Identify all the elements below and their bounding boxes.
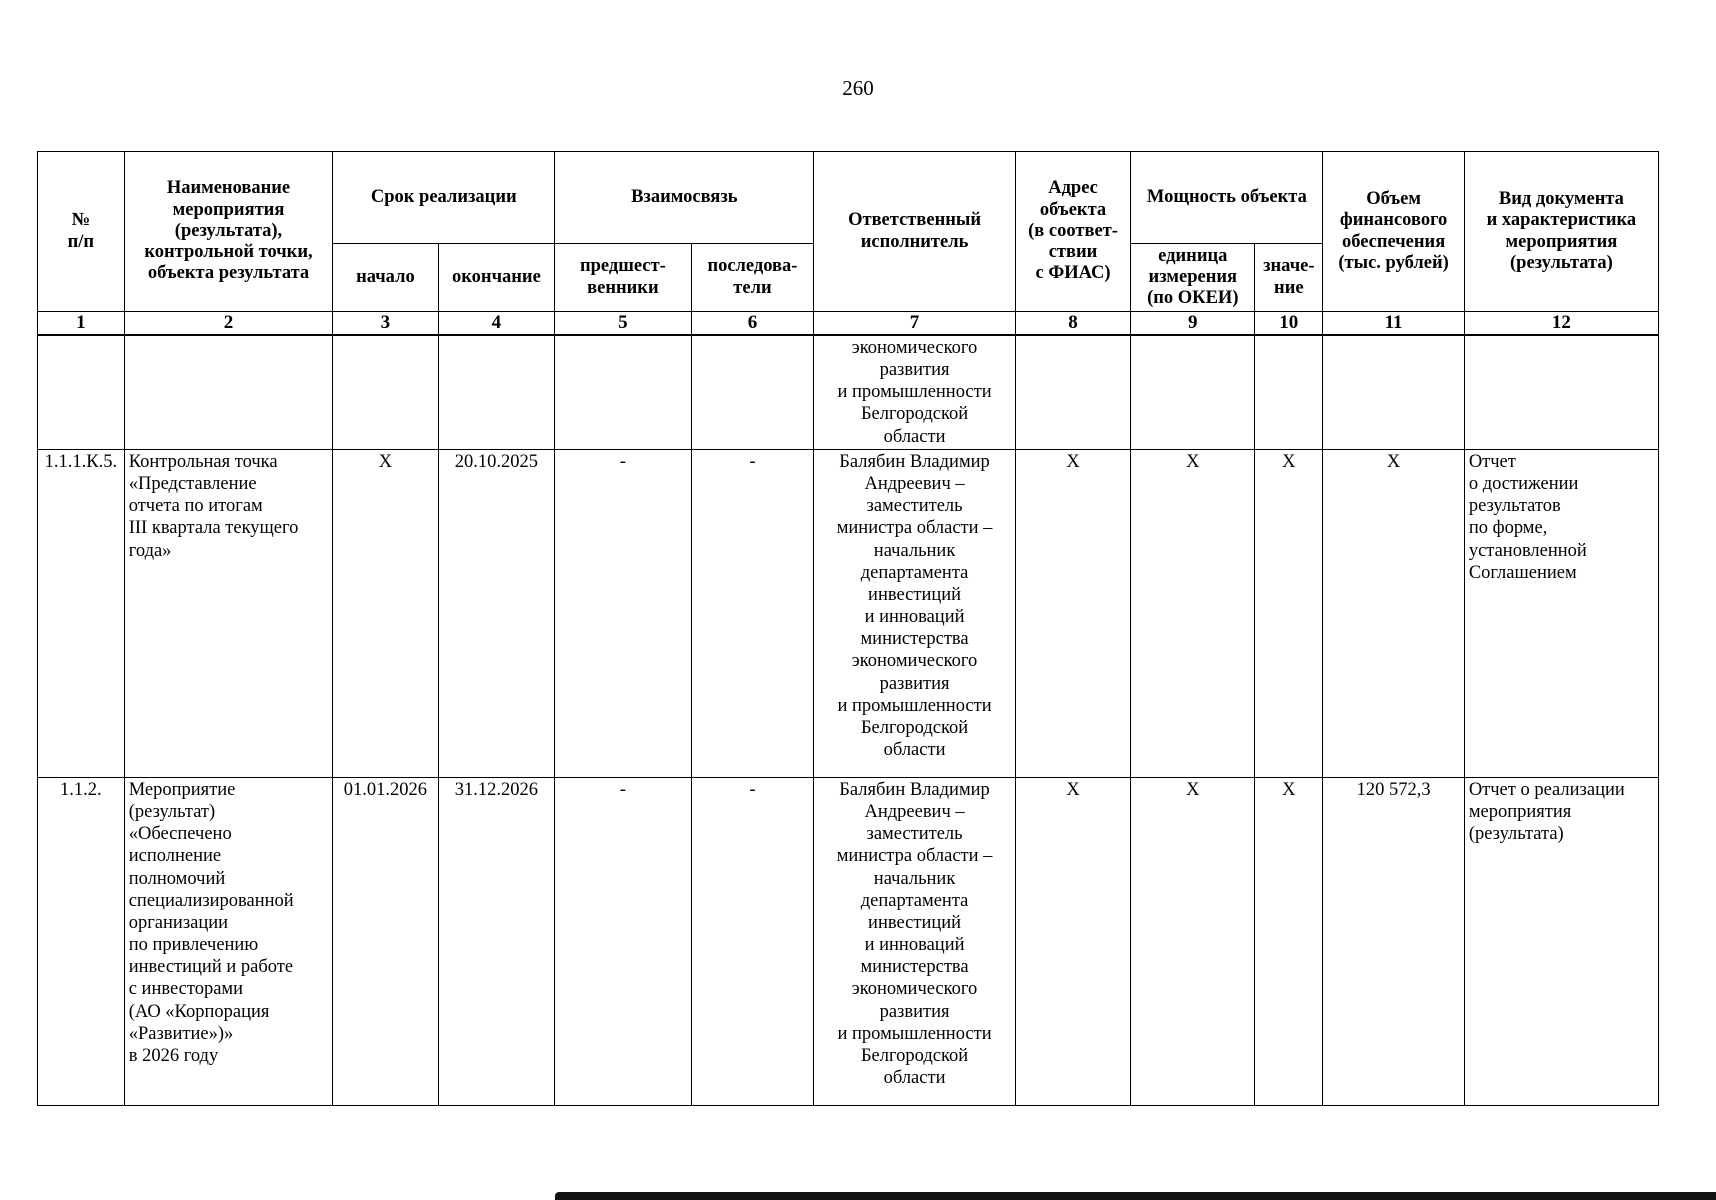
column-number: 9 (1131, 312, 1255, 335)
cell-num: 1.1.2. (38, 777, 125, 1105)
cell-end: 31.12.2026 (438, 777, 555, 1105)
header-links-next: последова- тели (691, 244, 814, 312)
cell-prev: - (555, 777, 691, 1105)
column-number: 12 (1464, 312, 1658, 335)
cell-responsible: экономического развития и промышленности Белгородской области (814, 335, 1015, 449)
cell-value (1255, 335, 1323, 449)
cell-next (691, 335, 814, 449)
cell-value: X (1255, 449, 1323, 777)
cell-name: Мероприятие (результат) «Обеспечено исполнение полномочий специализированной организации по привлечению инвестиций и работе с инвесторами (АО «Корпорация «Развитие»)» в 2026 году (124, 777, 333, 1105)
cell-start: 01.01.2026 (333, 777, 438, 1105)
table-header (38, 152, 1659, 335)
cell-doc: Отчет о реализации мероприятия (результата) (1464, 777, 1658, 1105)
column-number: 7 (814, 312, 1015, 335)
column-number-row (38, 312, 1659, 335)
cell-unit (1131, 335, 1255, 449)
cell-finance (1323, 335, 1464, 449)
column-number: 10 (1255, 312, 1323, 335)
header-period-end: окончание (438, 244, 555, 312)
table-body (38, 335, 1659, 1105)
column-number: 4 (438, 312, 555, 335)
table-row (38, 335, 1659, 449)
cell-unit: X (1131, 777, 1255, 1105)
cell-unit: X (1131, 449, 1255, 777)
table-row (38, 449, 1659, 777)
cell-name (124, 335, 333, 449)
cell-start (333, 335, 438, 449)
column-number: 11 (1323, 312, 1464, 335)
cell-value: X (1255, 777, 1323, 1105)
cell-address (1015, 335, 1131, 449)
cell-address: X (1015, 777, 1131, 1105)
cell-next: - (691, 777, 814, 1105)
cell-responsible: Балябин Владимир Андреевич – заместитель министра области – начальник департамента инвестиций и инноваций министерства экономического развития и промышленности Белгородской области (814, 449, 1015, 777)
header-finance: Объем финансового обеспечения (тыс. рублей) (1323, 152, 1464, 312)
header-capacity-value: значе- ние (1255, 244, 1323, 312)
header-period-start: начало (333, 244, 438, 312)
cell-responsible: Балябин Владимир Андреевич – заместитель министра области – начальник департамента инвестиций и инноваций министерства экономического развития и промышленности Белгородской области (814, 777, 1015, 1105)
header-links: Взаимосвязь (555, 152, 814, 244)
table-row (38, 777, 1659, 1105)
cell-doc: Отчет о достижении результатов по форме, установленной Соглашением (1464, 449, 1658, 777)
header-capacity: Мощность объекта (1131, 152, 1323, 244)
column-number: 6 (691, 312, 814, 335)
page-number: 260 (842, 76, 874, 100)
header-doc-type: Вид документа и характеристика мероприятия (результата) (1464, 152, 1658, 312)
scan-bottom-edge (555, 1192, 1716, 1200)
header-period: Срок реализации (333, 152, 555, 244)
cell-prev: - (555, 449, 691, 777)
column-number: 5 (555, 312, 691, 335)
header-num: № п/п (38, 152, 125, 312)
header-capacity-unit: единица измерения (по ОКЕИ) (1131, 244, 1255, 312)
column-number: 1 (38, 312, 125, 335)
header-name: Наименование мероприятия (результата), контрольной точки, объекта результата (124, 152, 333, 312)
header-links-prev: предшест- венники (555, 244, 691, 312)
header-responsible: Ответственный исполнитель (814, 152, 1015, 312)
cell-finance: X (1323, 449, 1464, 777)
cell-next: - (691, 449, 814, 777)
column-number: 3 (333, 312, 438, 335)
cell-finance: 120 572,3 (1323, 777, 1464, 1105)
cell-prev (555, 335, 691, 449)
cell-name: Контрольная точка «Представление отчета по итогам III квартала текущего года» (124, 449, 333, 777)
column-number: 8 (1015, 312, 1131, 335)
cell-num (38, 335, 125, 449)
column-number: 2 (124, 312, 333, 335)
cell-end: 20.10.2025 (438, 449, 555, 777)
cell-num: 1.1.1.К.5. (38, 449, 125, 777)
header-address: Адрес объекта (в соответ- ствии с ФИАС) (1015, 152, 1131, 312)
cell-address: X (1015, 449, 1131, 777)
cell-end (438, 335, 555, 449)
cell-doc (1464, 335, 1658, 449)
plan-table (37, 151, 1659, 1106)
cell-start: X (333, 449, 438, 777)
